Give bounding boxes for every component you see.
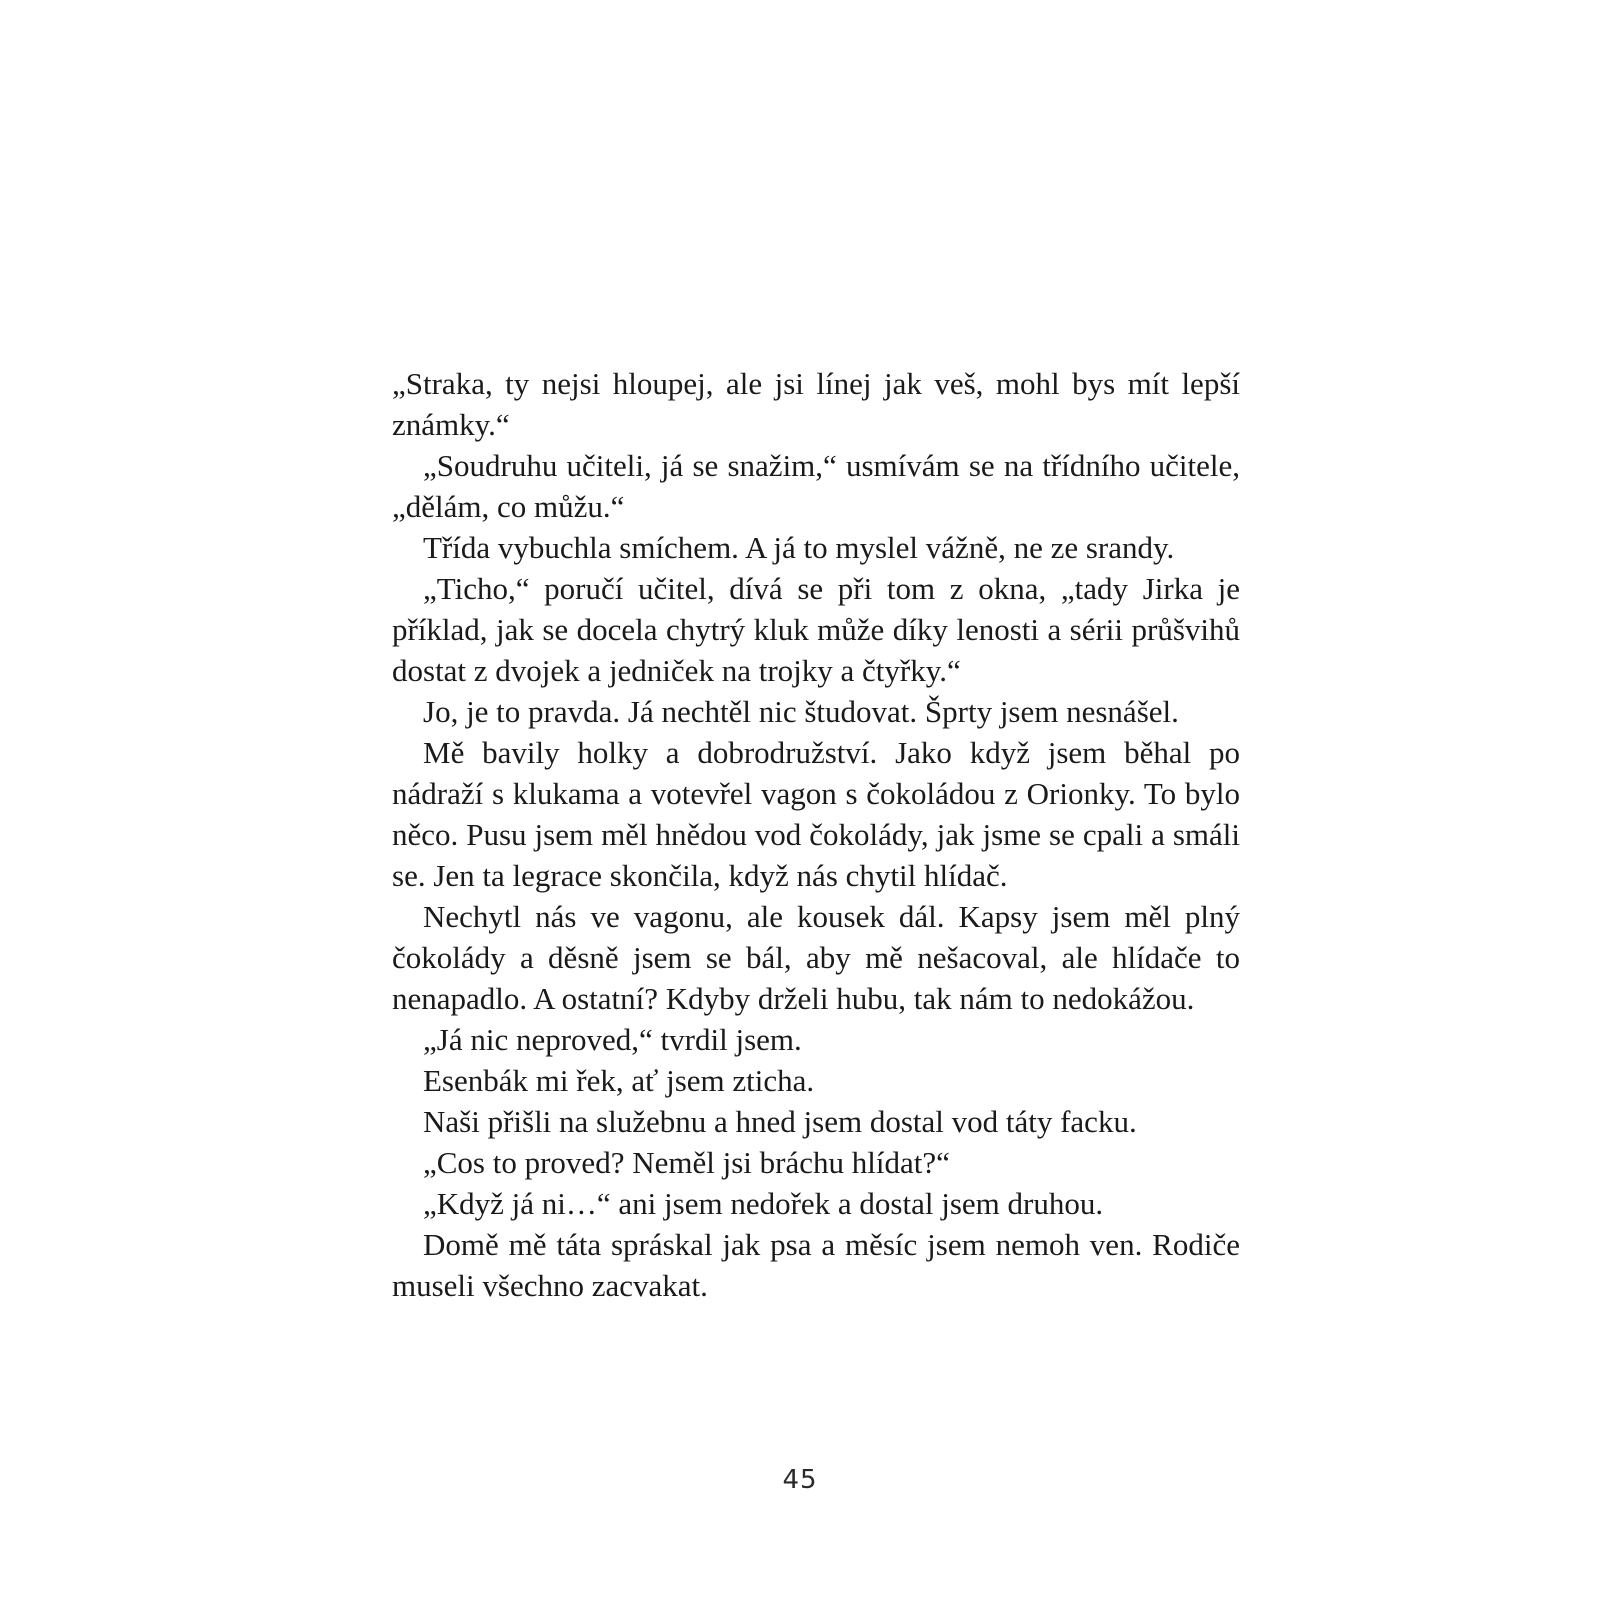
paragraph-7: Nechytl nás ve vagonu, ale kousek dál. Kapsy jsem měl plný čokolády a děsně jsem se bál, aby mě nešacoval, ale hlídače to nenapadlo. A ostatní? Kdyby drželi hubu, tak nám to nedokážou. xyxy=(392,899,1240,1016)
page-number: 45 xyxy=(782,1465,818,1495)
body-text xyxy=(392,363,1240,1306)
paragraph-2: „Soudruhu učiteli, já se snažim,“ usmívám se na třídního učitele, „dělám, co můžu.“ xyxy=(392,448,1240,524)
paragraph-3: Třída vybuchla smíchem. A já to myslel vážně, ne ze srandy. xyxy=(423,530,1175,565)
paragraph-9: Esenbák mi řek, ať jsem zticha. xyxy=(423,1063,815,1098)
paragraph-10: Naši přišli na služebnu a hned jsem dostal vod táty facku. xyxy=(423,1104,1137,1139)
paragraph-11: „Cos to proved? Neměl jsi bráchu hlídat?“ xyxy=(423,1145,950,1180)
paragraph-13: Domě mě táta spráskal jak psa a měsíc jsem nemoh ven. Rodiče museli všechno zacvakat. xyxy=(392,1227,1240,1303)
paragraph-5: Jo, je to pravda. Já nechtěl nic študovat. Šprty jsem nesnášel. xyxy=(423,694,1179,729)
paragraph-12: „Když já ni…“ ani jsem nedořek a dostal jsem druhou. xyxy=(423,1186,1104,1221)
paragraph-1: „Straka, ty nejsi hloupej, ale jsi línej jak veš, mohl bys mít lepší známky.“ xyxy=(392,366,1240,442)
paragraph-4: „Ticho,“ poručí učitel, dívá se při tom z okna, „tady Jirka je příklad, jak se docela chytrý kluk může díky lenosti a sérii průšvihů dostat z dvojek a jedniček na trojky a čtyřky.“ xyxy=(392,571,1240,688)
paragraph-6: Mě bavily holky a dobrodružství. Jako když jsem běhal po nádraží s klukama a votevřel vagon s čokoládou z Orionky. To bylo něco. Pusu jsem měl hnědou vod čokolády, jak jsme se cpali a smáli se. Jen ta legrace skončila, když nás chytil hlídač. xyxy=(392,735,1240,893)
paragraph-8: „Já nic neproved,“ tvrdil jsem. xyxy=(423,1022,802,1057)
